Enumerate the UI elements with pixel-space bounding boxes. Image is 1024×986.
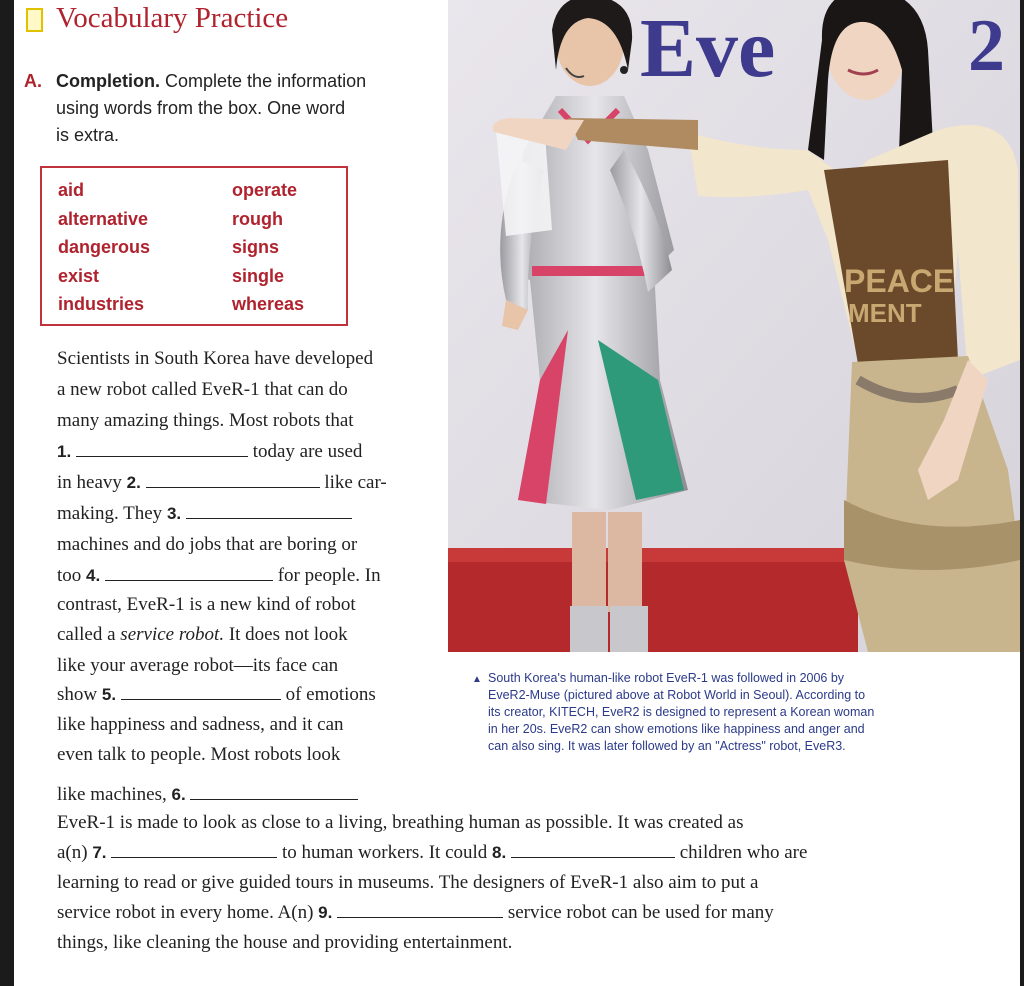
instruction-line-3: is extra. — [56, 125, 120, 145]
passage-text: show — [57, 684, 98, 705]
passage-line: machines and do jobs that are boring or — [57, 534, 358, 555]
word-item: dangerous — [58, 237, 151, 258]
shirt-print-text: PEACE — [844, 263, 955, 299]
backdrop-logo-digit: 2 — [968, 5, 1005, 87]
passage-text: to human workers. It could — [282, 842, 488, 863]
passage-line: even talk to people. Most robots look — [57, 744, 341, 765]
passage-text: in heavy — [57, 472, 122, 493]
instruction-line-1: Complete the information — [165, 71, 367, 91]
shirt-print-text-2: MENT — [848, 298, 922, 328]
caption-line: in her 20s. EveR2 can show emotions like happiness and anger and — [488, 722, 865, 736]
blank-9[interactable] — [337, 903, 503, 918]
blank-number-7: 7. — [92, 843, 107, 862]
word-item: rough — [232, 208, 283, 229]
passage-text: service robot can be used for many — [507, 902, 774, 923]
word-item: signs — [232, 237, 280, 258]
word-item: exist — [58, 265, 100, 286]
passage-text: a(n) — [57, 842, 88, 863]
passage-text: of emotions — [285, 684, 376, 705]
blank-number-3: 3. — [166, 504, 182, 523]
blank-number-9: 9. — [318, 903, 333, 922]
passage-text: like car- — [324, 472, 387, 493]
blank-1[interactable] — [76, 442, 248, 457]
instruction-line-2: using words from the box. One word — [56, 98, 346, 118]
passage-text: too — [57, 565, 82, 586]
caption-line: EveR2-Muse (pictured above at Robot World in Seoul). According to — [488, 688, 866, 702]
passage-line — [57, 684, 376, 706]
caption-line: its creator, KITECH, EveR2 is designed to represent a Korean woman — [488, 705, 875, 719]
passage-line: like happiness and sadness, and it can — [57, 714, 344, 735]
blank-2[interactable] — [146, 473, 320, 488]
blank-7[interactable] — [111, 843, 277, 858]
word-column-1 — [58, 176, 150, 319]
service-robot-term: service robot. — [120, 624, 225, 645]
passage-line: learning to read or give guided tours in museums. The designers of EveR-1 also aim to put a — [57, 872, 759, 893]
red-stage — [448, 548, 858, 652]
passage-line: EveR-1 is made to look as close to a living, breathing human as possible. It was created as — [57, 812, 744, 833]
blank-8[interactable] — [511, 843, 675, 858]
blank-number-2: 2. — [126, 473, 141, 492]
passage-text: called a — [57, 624, 116, 645]
caption-line: South Korea's human-like robot EveR-1 was followed in 2006 by — [488, 671, 845, 685]
passage-text: children who are — [679, 842, 808, 863]
photo-caption — [472, 670, 988, 755]
word-item: industries — [58, 294, 145, 315]
passage-line — [57, 441, 362, 463]
robot-photo-illustration — [448, 0, 1020, 652]
word-box — [40, 166, 348, 326]
passage-line: things, like cleaning the house and providing entertainment. — [57, 932, 513, 953]
blank-number-6: 6. — [171, 785, 186, 804]
blank-number-4: 4. — [86, 566, 101, 585]
passage-line — [57, 624, 348, 646]
blank-number-5: 5. — [101, 685, 117, 704]
section-a-instructions — [24, 68, 424, 149]
word-item: alternative — [58, 208, 149, 229]
word-item: single — [232, 265, 285, 286]
blank-3[interactable] — [186, 504, 352, 519]
passage-text: making. They — [57, 503, 163, 524]
caption-marker-icon: ▲ — [472, 674, 482, 685]
section-letter: A. — [24, 71, 42, 91]
blank-4[interactable] — [105, 566, 273, 581]
passage-text: service robot in every home. A(n) — [57, 902, 314, 923]
blank-6[interactable] — [190, 785, 358, 800]
passage-line: Scientists in South Korea have developed — [57, 348, 374, 369]
passage-text: It does not look — [228, 624, 348, 645]
robot-photo — [448, 0, 1020, 652]
passage-line: contrast, EveR-1 is a new kind of robot — [57, 594, 356, 615]
passage-line: a new robot called EveR-1 that can do — [57, 379, 348, 400]
passage-line — [57, 784, 358, 806]
page-title: Vocabulary Practice — [56, 2, 289, 34]
passage-line — [57, 565, 381, 587]
passage-text: like machines, — [57, 784, 167, 805]
section-heading: Completion. — [56, 71, 160, 91]
passage-line — [57, 902, 774, 924]
word-item: operate — [232, 180, 298, 200]
word-item: aid — [58, 180, 85, 200]
word-item: whereas — [232, 294, 305, 315]
passage-text: for people. In — [277, 565, 381, 586]
backdrop-logo-text: Eve — [640, 2, 776, 95]
title-marker — [26, 8, 43, 32]
textbook-page — [14, 0, 1020, 986]
blank-number-1: 1. — [57, 442, 72, 461]
passage-line: many amazing things. Most robots that — [57, 410, 354, 431]
passage-line — [57, 842, 807, 864]
blank-5[interactable] — [121, 685, 281, 700]
passage-text: today are used — [252, 441, 363, 462]
passage-line: like your average robot—its face can — [57, 655, 339, 676]
word-column-2 — [232, 176, 304, 319]
passage-line — [57, 503, 352, 525]
caption-line: can also sing. It was later followed by an "Actress" robot, EveR3. — [488, 739, 846, 753]
passage-line — [57, 472, 387, 494]
blank-number-8: 8. — [492, 843, 507, 862]
